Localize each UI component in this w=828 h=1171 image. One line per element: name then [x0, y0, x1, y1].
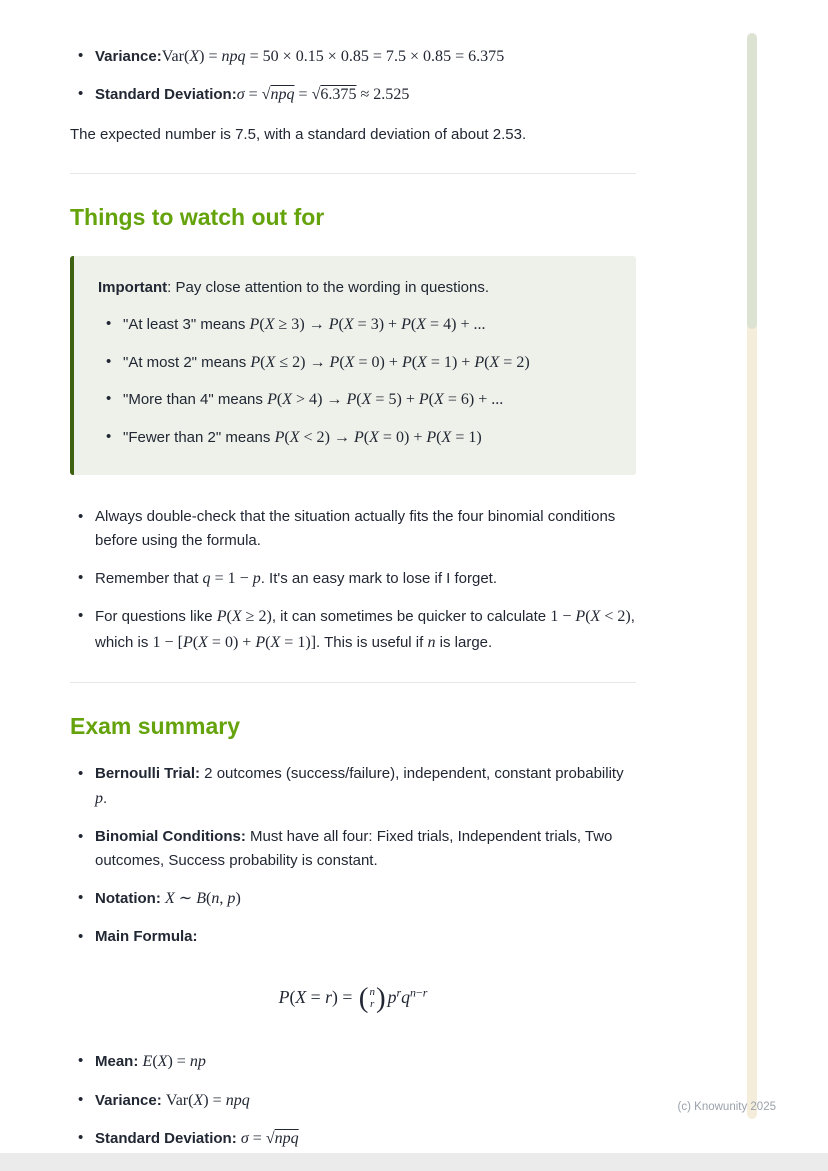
- callout-intro: Important: Pay close attention to the wording in questions.: [98, 278, 490, 296]
- section-divider: [70, 173, 636, 174]
- expected-number-paragraph: The expected number is 7.5, with a standard deviation of about 2.53.: [70, 126, 527, 144]
- tip-complement-trick: • For questions like P(X ≥ 2), it can sometimes be quicker to calculate 1 − P(X < 2), which is 1 − [P(X = 0) + P(X = 1)]. This is useful if n is large.: [70, 604, 636, 655]
- point-bernoulli-trial: • Bernoulli Trial: 2 outcomes (success/failure), independent, constant probability p.: [70, 762, 636, 812]
- callout-bullet-list: [98, 312, 612, 451]
- heading-things-to-watch-out-for: Things to watch out for: [70, 204, 325, 231]
- document-content: [70, 44, 636, 1152]
- bullet-standard-deviation: • Standard Deviation:σ = √npq = √6.375 ≈ 2.525: [70, 82, 636, 108]
- binomial-coefficient: [358, 981, 386, 1014]
- binom-stack: [368, 986, 376, 1011]
- heading-exam-summary: Exam summary: [70, 712, 241, 739]
- important-callout: [70, 256, 636, 475]
- callout-bullet-more-than-4: • "More than 4" means P(X > 4) → P(X = 5) + P(X = 6) + ...: [98, 387, 612, 413]
- binomial-formula-display: [70, 983, 636, 1013]
- copyright-footer: (c) Knowunity 2025: [677, 1101, 776, 1113]
- point-main-formula: • Main Formula:: [70, 925, 636, 949]
- formula-lhs: P(X = r) =: [278, 986, 357, 1007]
- binom-top-n: n: [369, 985, 375, 998]
- results-list: [70, 1049, 636, 1152]
- tips-list: [70, 505, 636, 656]
- variance-sd-list: [70, 44, 636, 107]
- result-variance: • Variance: Var(X) = npq: [70, 1088, 636, 1114]
- tip-remember-q: • Remember that q = 1 − p. It's an easy mark to lose if I forget.: [70, 566, 636, 592]
- tip-check-conditions: • Always double-check that the situation actually fits the four binomial conditions before using the formula.: [70, 505, 636, 553]
- point-binomial-conditions: • Binomial Conditions: Must have all four: Fixed trials, Independent trials, Two outcomes, Success probability is constant.: [70, 825, 636, 873]
- result-mean: • Mean: E(X) = np: [70, 1049, 636, 1075]
- exam-summary-list: [70, 762, 636, 948]
- binom-bottom-r: r: [370, 998, 375, 1011]
- result-standard-deviation: • Standard Deviation: σ = √npq: [70, 1126, 636, 1152]
- callout-bullet-fewer-than-2: • "Fewer than 2" means P(X < 2) → P(X = 0) + P(X = 1): [98, 425, 612, 451]
- page-bottom-gap: [0, 1153, 828, 1171]
- point-notation: • Notation: X ∼ B(n, p): [70, 886, 636, 912]
- callout-bullet-at-most-2: • "At most 2" means P(X ≤ 2) → P(X = 0) + P(X = 1) + P(X = 2): [98, 350, 612, 376]
- scrollbar-thumb[interactable]: [747, 33, 757, 329]
- close-paren: ): [375, 981, 386, 1014]
- section-divider: [70, 682, 636, 683]
- open-paren: (: [358, 981, 369, 1014]
- bullet-variance: • Variance:Var(X) = npq = 50 × 0.15 × 0.85 = 7.5 × 0.85 = 6.375: [70, 44, 636, 70]
- callout-bullet-at-least-3: • "At least 3" means P(X ≥ 3) → P(X = 3) + P(X = 4) + ...: [98, 312, 612, 338]
- formula-rhs: $p^rq^{n-r}$: [387, 985, 428, 1007]
- scrollbar-track[interactable]: [747, 33, 757, 1119]
